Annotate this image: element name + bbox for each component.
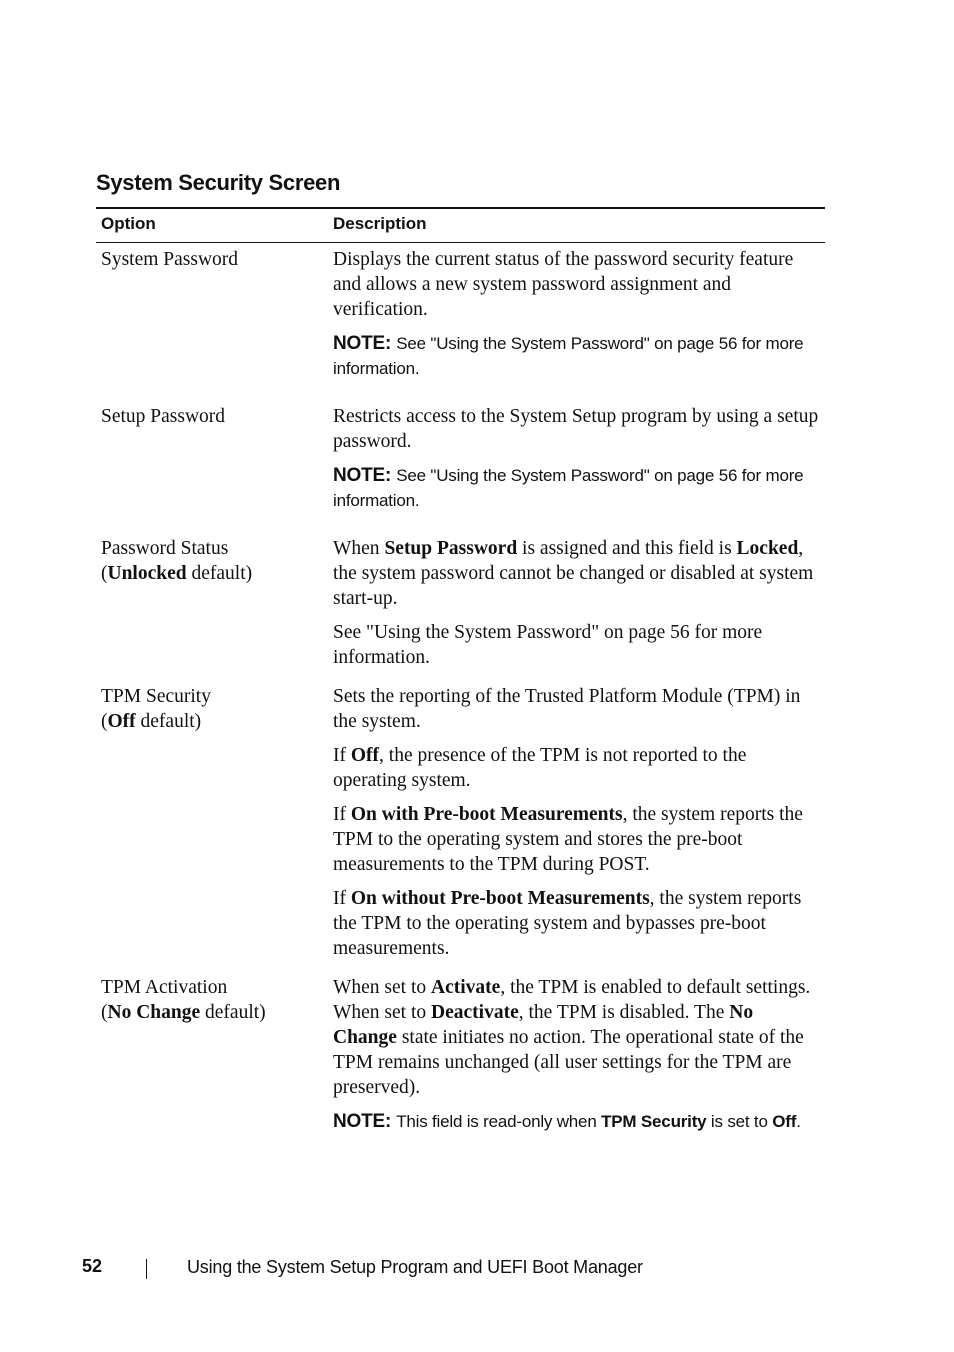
description-text: If: [333, 804, 351, 825]
description-paragraph: [333, 684, 820, 734]
description-text: When: [333, 538, 385, 559]
description-text: , the system reports the TPM to the operating system and stores the pre-boot measurements to the TPM during POST.: [333, 804, 803, 875]
description-text: Deactivate: [431, 1002, 519, 1023]
option-column-header: Option: [96, 208, 328, 243]
description-text: , the system reports the TPM to the operating system and bypasses pre-boot measurements.: [333, 888, 802, 959]
description-text: Displays the current status of the password security feature and allows a new system password assignment and verification.: [333, 249, 794, 320]
note-paragraph: [333, 331, 820, 381]
description-text: Off: [772, 1112, 797, 1131]
description-text: , the system password cannot be changed or disabled at system start-up.: [333, 538, 814, 609]
description-text: This field is read-only when: [396, 1112, 602, 1131]
description-paragraph: [333, 536, 820, 611]
description-text: , the TPM is enabled to default settings. When set to: [333, 977, 811, 1023]
option-text: System Password: [101, 249, 239, 270]
description-text: , the TPM is disabled. The: [518, 1002, 730, 1023]
option-cell: [96, 971, 328, 1153]
description-text: .: [796, 1112, 801, 1131]
option-text: TPM Security: [101, 686, 211, 707]
option-text: Off: [107, 711, 136, 732]
description-text: No Change: [333, 1002, 754, 1048]
description-text: , the presence of the TPM is not reported to the operating system.: [333, 745, 747, 791]
description-text: If: [333, 888, 351, 909]
option-text: Setup Password: [101, 406, 226, 427]
description-column-header: Description: [328, 208, 825, 243]
system-security-table: [96, 207, 825, 1153]
description-text: Sets the reporting of the Trusted Platform Module (TPM) in the system.: [333, 686, 801, 732]
table-header-row: [96, 208, 825, 243]
option-text: default): [200, 1002, 266, 1023]
note-paragraph: [333, 463, 820, 513]
option-cell: [96, 400, 328, 532]
option-cell: [96, 680, 328, 971]
description-text: See "Using the System Password" on page 56 for more information.: [333, 334, 804, 378]
footer-divider: [146, 1259, 147, 1279]
description-text: On without Pre-boot Measurements: [350, 888, 650, 909]
description-paragraph: [333, 886, 820, 961]
option-text: No Change: [107, 1002, 201, 1023]
option-text: Unlocked: [107, 563, 187, 584]
description-cell: [328, 971, 825, 1153]
table-row: [96, 680, 825, 971]
description-cell: [328, 400, 825, 532]
description-cell: [328, 243, 825, 401]
table-body: [96, 243, 825, 1154]
option-cell: [96, 532, 328, 680]
page-footer: [0, 1256, 954, 1286]
description-cell: [328, 680, 825, 971]
description-text: Restricts access to the System Setup program by using a setup password.: [333, 406, 819, 452]
description-text: Locked: [736, 538, 799, 559]
description-text: Off: [350, 745, 380, 766]
description-text: TPM Security: [601, 1112, 707, 1131]
description-text: See "Using the System Password" on page 56 for more information.: [333, 466, 804, 510]
option-text: (: [101, 563, 108, 584]
description-text: On with Pre-boot Measurements: [350, 804, 623, 825]
option-text: Password Status: [101, 538, 229, 559]
note-label: NOTE:: [333, 1111, 397, 1132]
note-paragraph: [333, 1109, 820, 1134]
option-cell: [96, 243, 328, 401]
note-label: NOTE:: [333, 333, 397, 354]
description-paragraph: [333, 404, 820, 454]
description-paragraph: [333, 620, 820, 670]
description-cell: [328, 532, 825, 680]
description-paragraph: [333, 975, 820, 1100]
description-text: state initiates no action. The operational state of the TPM remains unchanged (all user settings for the TPM are preserved).: [333, 1027, 804, 1098]
description-paragraph: [333, 247, 820, 322]
section-title: System Security Screen: [96, 170, 341, 196]
description-text: is assigned and this field is: [517, 538, 737, 559]
page-number: 52: [82, 1256, 103, 1276]
description-text: Activate: [431, 977, 501, 998]
table-row: [96, 243, 825, 401]
option-text: (: [101, 1002, 108, 1023]
description-text: is set to: [706, 1112, 773, 1131]
table-row: [96, 971, 825, 1153]
description-text: If: [333, 745, 351, 766]
table-row: [96, 532, 825, 680]
description-text: When set to: [333, 977, 432, 998]
footer-title: Using the System Setup Program and UEFI Boot Manager: [187, 1257, 643, 1277]
table-row: [96, 400, 825, 532]
description-text: Setup Password: [384, 538, 518, 559]
option-text: (: [101, 711, 108, 732]
note-label: NOTE:: [333, 465, 397, 486]
option-text: default): [186, 563, 253, 584]
option-text: TPM Activation: [101, 977, 228, 998]
description-text: See "Using the System Password" on page 56 for more information.: [333, 622, 763, 668]
description-paragraph: [333, 802, 820, 877]
description-paragraph: [333, 743, 820, 793]
option-text: default): [135, 711, 202, 732]
